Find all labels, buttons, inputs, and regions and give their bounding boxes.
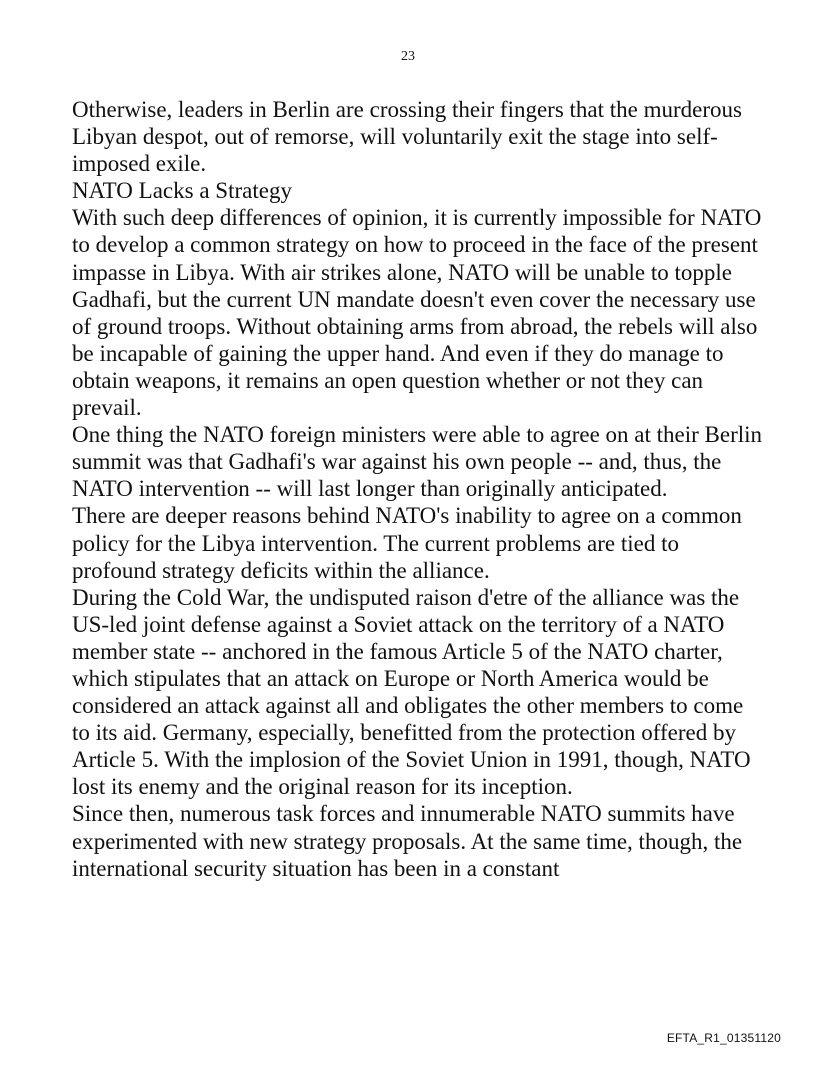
page-number: 23 — [401, 49, 415, 64]
paragraph: With such deep differences of opinion, it is currently impossible for NATO to develop a common strategy on how to proceed in the face of the present impasse in Libya. With air strikes alone, NATO will be unable to topple Gadhafi, but the current UN mandate doesn't even cover the necessary use of ground troops. Without obtaining arms from abroad, the rebels will also be incapable of gaining the upper hand. And even if they do manage to obtain weapons, it remains an open question whether or not they can prevail. — [72, 205, 762, 421]
paragraph: One thing the NATO foreign ministers were able to agree on at their Berlin summit was that Gadhafi's war against his own people -- and, thus, the NATO intervention -- will last longer than originally anticipated. — [72, 422, 763, 502]
section-heading: NATO Lacks a Strategy — [72, 178, 292, 204]
paragraph: During the Cold War, the undisputed raison d'etre of the alliance was the US-led joint defense against a Soviet attack on the territory of a NATO member state -- anchored in the famous Article 5 of the NATO charter, which stipulates that an attack on Europe or North America would be considered an attack against all and obligates the other members to come to its aid. Germany, especially, benefitted from the protection offered by Article 5. With the implosion of the Soviet Union in 1991, though, NATO lost its enemy and the original reason for its inception. — [72, 584, 751, 800]
document-id: EFTA_R1_01351120 — [666, 1031, 781, 1045]
article-body — [72, 96, 762, 882]
paragraph: There are deeper reasons behind NATO's inability to agree on a common policy for the Libya intervention. The current problems are tied to profound strategy deficits within the alliance. — [72, 503, 742, 583]
paragraph: Since then, numerous task forces and innumerable NATO summits have experimented with new strategy proposals. At the same time, though, the international security situation has been in a constant — [72, 801, 743, 881]
paragraph: Otherwise, leaders in Berlin are crossing their fingers that the murderous Libyan despot, out of remorse, will voluntarily exit the stage into self-imposed exile. — [72, 97, 742, 177]
